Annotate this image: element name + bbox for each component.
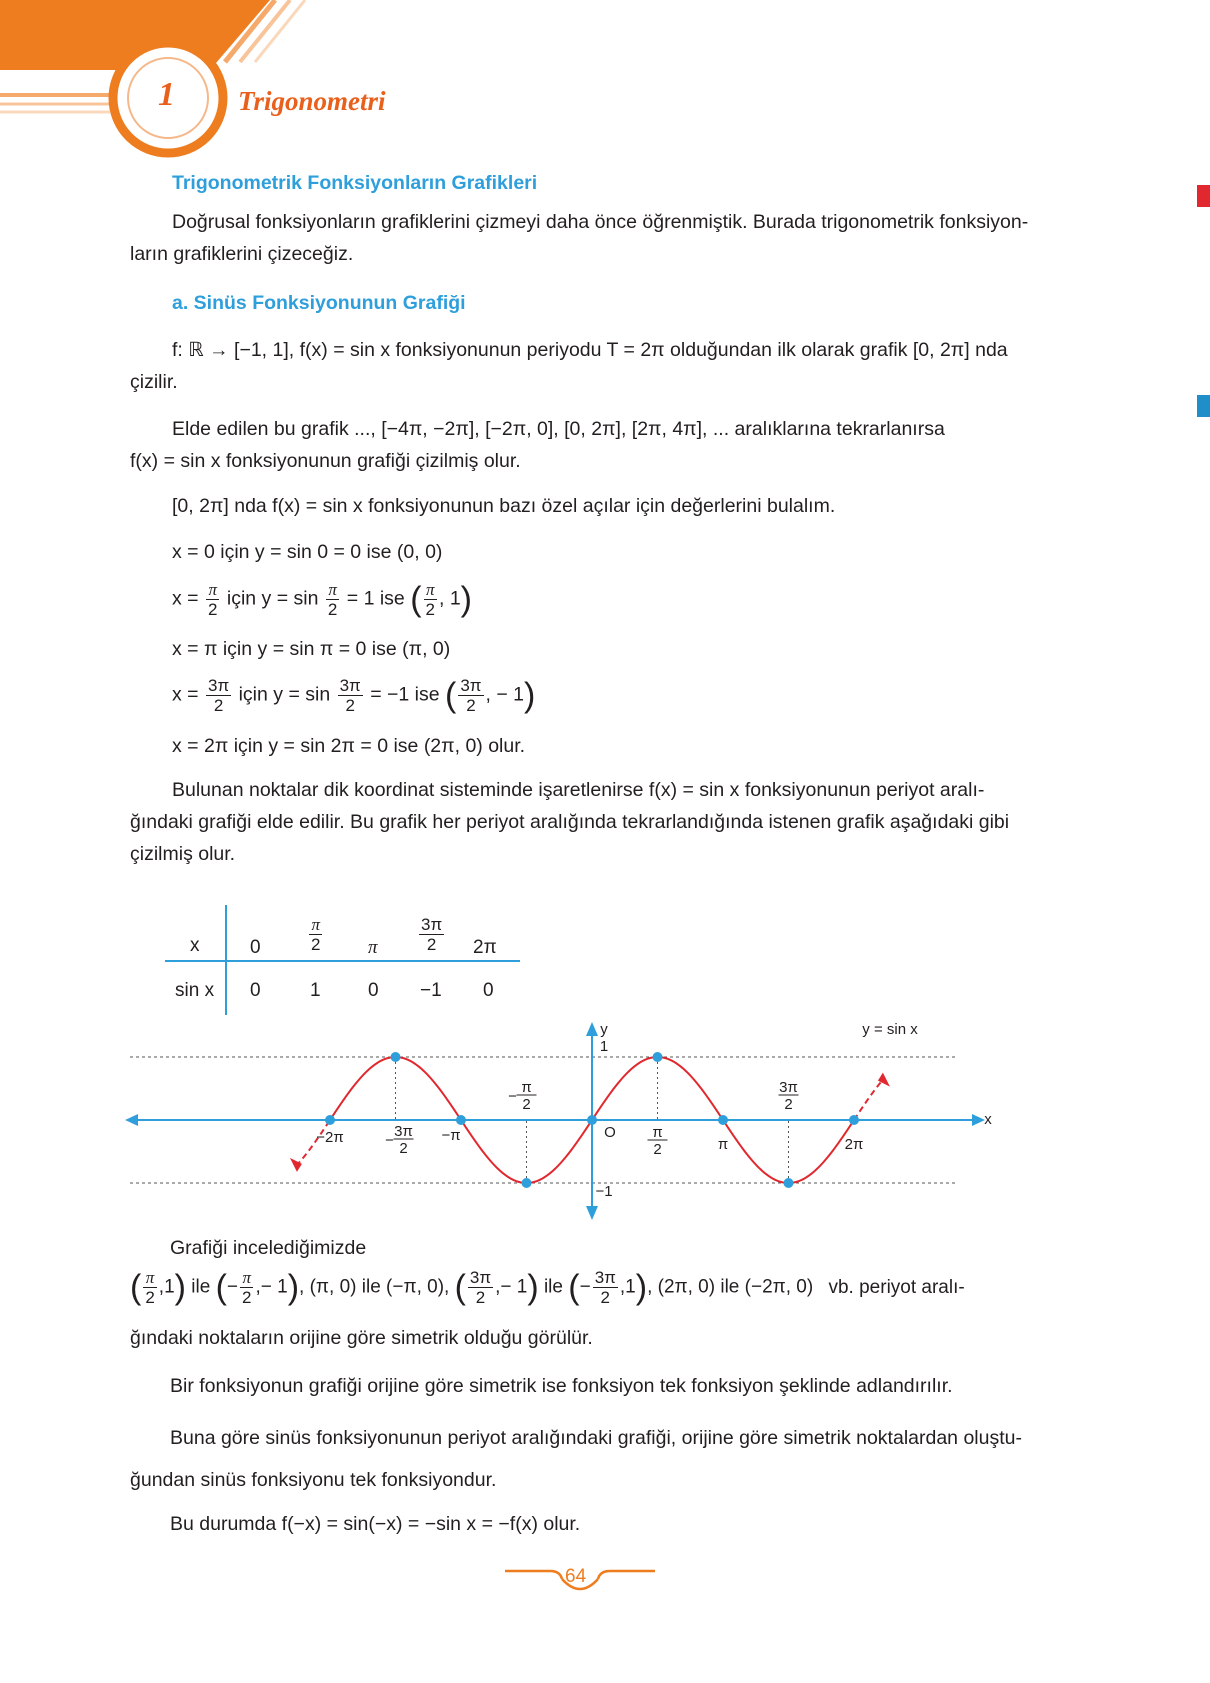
x-tick-pi-2-den: 2	[653, 1141, 662, 1158]
intro-line-2: ların grafiklerini çizeceğiz.	[130, 243, 354, 265]
side-tab-red	[1197, 185, 1210, 207]
curve-arrow-left	[290, 1158, 302, 1172]
repeat-line-2: f(x) = sin x fonksiyonunun grafiği çizilmiş olur.	[130, 450, 521, 472]
header-decoration	[0, 0, 420, 160]
x-tick-minus-pi-2-num: π	[521, 1079, 532, 1096]
x-tick-minus-pi: −π	[441, 1127, 461, 1144]
analysis-intro: Grafiği incelediğimizde	[170, 1237, 367, 1259]
fraction-3pi-over-2: $\frac{3\pi}{2}$	[339, 676, 361, 715]
table-sin-2: 0	[368, 980, 379, 1001]
after-values-paragraph	[130, 774, 1073, 870]
x-tick-minus-2pi: −2π	[316, 1129, 344, 1146]
section-title: Trigonometrik Fonksiyonların Grafikleri	[172, 172, 538, 194]
x-axis-label: x	[984, 1111, 992, 1128]
definition-line-1: f: ℝ → [−1, 1], f(x) = sin x fonksiyonunun periyodu T = 2π olduğundan ilk olarak grafik [0, 2π] nda	[172, 339, 1008, 361]
origin-label: O	[604, 1124, 616, 1141]
values-intro: [0, 2π] nda f(x) = sin x fonksiyonunun bazı özel açılar için değerlerini bulalım.	[172, 495, 836, 517]
x-axis-arrow-right	[972, 1114, 985, 1126]
chapter-number: 1	[158, 76, 175, 113]
x-tick-2pi: 2π	[844, 1136, 864, 1153]
value-row-5: x = 2π için y = sin 2π = 0 ise (2π, 0) olur.	[172, 735, 526, 757]
definition-paragraph	[130, 334, 1073, 398]
y-axis-arrow-up	[586, 1022, 598, 1036]
table-sin-1: 1	[310, 980, 321, 1001]
sine-chart	[120, 1020, 1080, 1220]
table-sin-4: 0	[483, 980, 494, 1001]
table-x-1: $\frac{\pi}{2}$	[311, 915, 321, 954]
table-x-0: 0	[250, 937, 261, 958]
table-x-4: 2π	[473, 937, 497, 958]
table-header-x: x	[190, 935, 200, 956]
x-tick-pi: π	[717, 1136, 729, 1153]
definition-line-2: çizilir.	[130, 371, 178, 393]
x-tick-minus-3pi-2-minus: −	[385, 1132, 394, 1149]
y-tick-minus-1: −1	[595, 1183, 613, 1200]
symmetry-tail: vb. periyot aralı-	[828, 1276, 965, 1298]
marked-point	[849, 1115, 859, 1125]
intro-paragraph	[130, 206, 1073, 270]
marked-point	[391, 1052, 401, 1062]
y-axis-label: y	[600, 1021, 608, 1038]
y-tick-1: 1	[599, 1038, 609, 1055]
fraction-3pi-over-2: $\frac{3\pi}{2}$	[207, 676, 230, 715]
conclusion-paragraph	[130, 1417, 1075, 1501]
value-row-4: x = $\frac{3\pi}{2}$ için y = sin $\frac{3\pi}{2}$ = −1 ise ( $\frac{3\pi}{2}$ , − 1)	[172, 676, 536, 715]
conclusion-line-2: ğundan sinüs fonksiyonu tek fonksiyondur.	[130, 1469, 497, 1491]
table-x-2: π	[368, 937, 378, 958]
value-row-3: x = π için y = sin π = 0 ise (π, 0)	[172, 638, 451, 660]
marked-point	[456, 1115, 466, 1125]
marked-point	[521, 1178, 531, 1188]
intro-line-1: Doğrusal fonksiyonların grafiklerini çizmeyi daha önce öğrenmiştik. Burada trigonometrik fonksiyon-	[172, 211, 1029, 233]
x-axis-arrow-left	[125, 1114, 138, 1126]
x-tick-3pi-2-num: 3π	[779, 1079, 798, 1096]
table-x-3: $\frac{3\pi}{2}$	[421, 915, 443, 954]
curve-label: y = sin x	[862, 1021, 918, 1038]
marked-point	[587, 1115, 597, 1125]
table-sin-0: 0	[250, 980, 261, 1001]
x-tick-minus-pi-2-den: 2	[522, 1096, 531, 1113]
marked-point	[718, 1115, 728, 1125]
x-tick-minus-3pi-2-den: 2	[399, 1140, 408, 1157]
conclusion-line-1: Buna göre sinüs fonksiyonunun periyot aralığındaki grafiği, orijine göre simetrik noktalardan oluştu-	[170, 1427, 1022, 1449]
x-tick-minus-3pi-2-num: 3π	[394, 1123, 413, 1140]
x-tick-pi-2-num: π	[652, 1124, 663, 1141]
final-line: Bu durumda f(−x) = sin(−x) = −sin x = −f(x) olur.	[170, 1513, 581, 1535]
subsection-title: a. Sinüs Fonksiyonunun Grafiği	[172, 292, 466, 314]
symmetry-line: ( $\frac{\pi}{2}$ ,1) ile (− $\frac{\pi}{2}$ ,− 1), (π, 0) ile (−π, 0), ( $\frac{3\pi}{2}$ ,− 1) ile (− $\frac{3\pi}{2}$ ,1), (2π, 0) ile (−2π, 0) vb. periyot aralı-	[130, 1268, 965, 1307]
fraction-pi-over-2: $\frac{\pi}{2}$	[327, 580, 338, 619]
side-tab-blue	[1197, 395, 1210, 417]
marked-point	[653, 1052, 663, 1062]
after-line-1: Bulunan noktalar dik koordinat sisteminde işaretlenirse f(x) = sin x fonksiyonunun periyot aralı-	[172, 779, 985, 801]
page-number: 64	[565, 1566, 587, 1587]
fraction-pi-over-2: $\frac{\pi}{2}$	[207, 580, 218, 619]
value-row-1: x = 0 için y = sin 0 = 0 ise (0, 0)	[172, 541, 443, 563]
after-line-2: ğındaki grafiği elde edilir. Bu grafik her periyot aralığında tekrarlandığında istenen grafik aşağıdaki gibi	[130, 811, 1010, 833]
y-axis-arrow-down	[586, 1206, 598, 1220]
x-tick-3pi-2-den: 2	[784, 1096, 793, 1113]
after-line-3: çizilmiş olur.	[130, 843, 236, 865]
table-sin-3: −1	[420, 980, 442, 1001]
value-table	[165, 905, 525, 1015]
odd-definition: Bir fonksiyonun grafiği orijine göre simetrik ise fonksiyon tek fonksiyon şeklinde adlandırılır.	[170, 1375, 953, 1397]
repeat-line-1: Elde edilen bu grafik ..., [−4π, −2π], [−2π, 0], [0, 2π], [2π, 4π], ... aralıklarına tekrarlanırsa	[172, 418, 945, 440]
repeat-paragraph	[130, 413, 1073, 477]
chapter-title: Trigonometri	[238, 86, 386, 116]
value-row-2: x = $\frac{\pi}{2}$ için y = sin $\frac{\pi}{2}$ = 1 ise ( $\frac{\pi}{2}$ , 1)	[172, 580, 472, 619]
symmetry-line-2: ğındaki noktaların orijine göre simetrik olduğu görülür.	[130, 1327, 593, 1349]
sine-curve-right-extension	[854, 1079, 884, 1120]
marked-point	[325, 1115, 335, 1125]
x-tick-minus-pi-2-minus: −	[508, 1088, 517, 1105]
marked-point	[783, 1178, 793, 1188]
table-header-sin: sin x	[175, 980, 215, 1001]
